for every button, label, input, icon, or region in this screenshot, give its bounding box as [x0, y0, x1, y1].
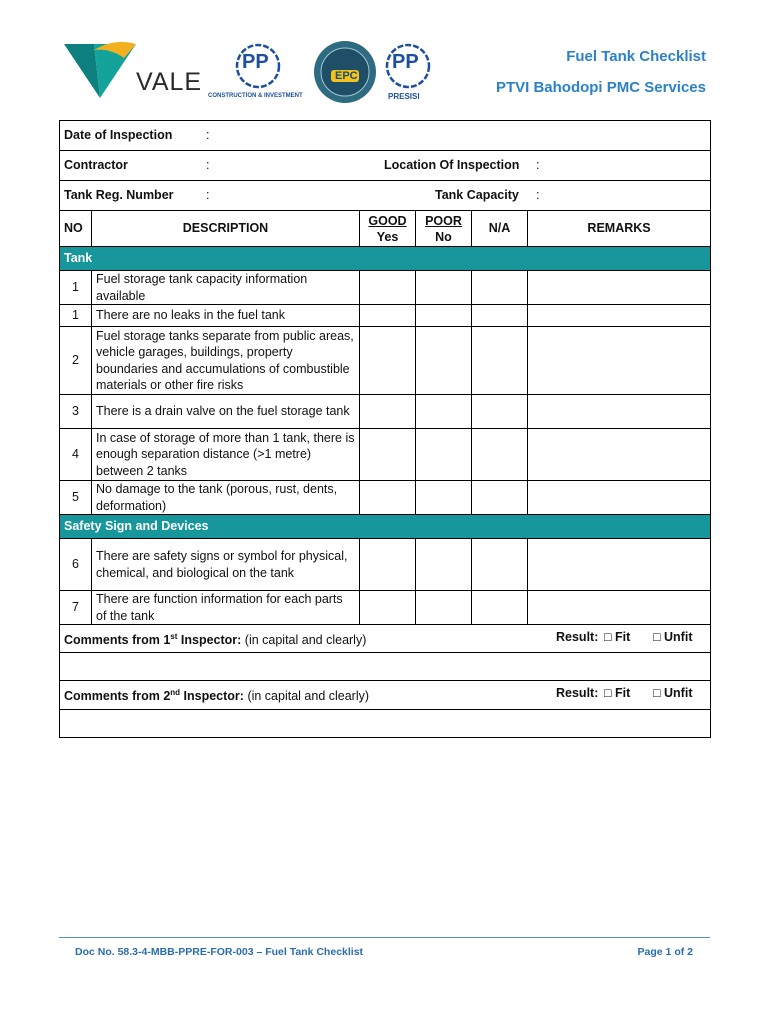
tank-reg-label: Tank Reg. Number [64, 188, 174, 203]
contractor-label: Contractor [64, 158, 128, 173]
table-row [60, 481, 711, 515]
pp-presisi-subtext: PRESISI [388, 92, 420, 101]
col-good-header [360, 211, 416, 247]
good-label: GOOD [368, 213, 407, 228]
comment2-prefix: Comments from 2 [64, 689, 171, 704]
col-na-header: N/A [472, 211, 528, 247]
poor-cell[interactable] [416, 305, 472, 327]
pp-logo-subtext: CONSTRUCTION & INVESTMENT [208, 93, 303, 99]
remarks-cell[interactable] [528, 539, 711, 591]
comment2-input-row [60, 710, 711, 738]
contractor-colon: : [206, 158, 210, 173]
result1-unfit-checkbox[interactable]: □ Unfit [653, 629, 693, 644]
tank-capacity-label: Tank Capacity [435, 188, 519, 203]
poor-cell[interactable] [416, 327, 472, 395]
good-cell[interactable] [360, 429, 416, 481]
result2-fit-checkbox[interactable]: □ Fit [604, 686, 631, 701]
vale-v-icon [64, 40, 136, 100]
item-description: There is a drain valve on the fuel storage tank [92, 395, 360, 429]
remarks-cell[interactable] [528, 395, 711, 429]
comment2-sup: nd [170, 688, 181, 698]
good-cell[interactable] [360, 305, 416, 327]
comment1-note: (in capital and clearly) [241, 632, 367, 647]
good-sub-label: Yes [376, 229, 399, 244]
table-row [60, 395, 711, 429]
good-cell[interactable] [360, 395, 416, 429]
section-row-tank [60, 247, 711, 271]
item-description: There are safety signs or symbol for physical, chemical, and biological on the tank [92, 539, 360, 591]
comment1-label [64, 633, 366, 647]
good-cell[interactable] [360, 591, 416, 625]
contractor-row [60, 151, 711, 181]
comment1-suffix: Inspector: [177, 632, 242, 647]
na-cell[interactable] [472, 327, 528, 395]
pp-construction-logo [208, 42, 312, 102]
document-subtitle: PTVI Bahodopi PMC Services [495, 79, 706, 96]
remarks-cell[interactable] [528, 481, 711, 515]
document-title: Fuel Tank Checklist [566, 48, 706, 65]
remarks-cell[interactable] [528, 591, 711, 625]
remarks-cell[interactable] [528, 429, 711, 481]
column-header-row [60, 211, 711, 247]
item-no: 2 [60, 327, 92, 395]
checklist-table [59, 120, 711, 738]
pp-presisi-logo [384, 42, 436, 102]
col-description-header: DESCRIPTION [92, 211, 360, 247]
tank-capacity-colon: : [536, 188, 540, 203]
na-cell[interactable] [472, 395, 528, 429]
result2-label: Result: [556, 686, 599, 701]
item-description: In case of storage of more than 1 tank, there is enough separation distance (>1 metre) between 2 tanks [92, 429, 360, 481]
col-poor-header [416, 211, 472, 247]
item-description: There are no leaks in the fuel tank [92, 305, 360, 327]
na-cell[interactable] [472, 591, 528, 625]
date-row [60, 121, 711, 151]
item-no: 1 [60, 305, 92, 327]
poor-cell[interactable] [416, 591, 472, 625]
na-cell[interactable] [472, 271, 528, 305]
item-description: There are function information for each parts of the tank [92, 591, 360, 625]
footer-doc-number: Doc No. 58.3-4-MBB-PPRE-FOR-003 – Fuel Tank Checklist [75, 946, 364, 958]
item-no: 6 [60, 539, 92, 591]
epc-logo [313, 40, 377, 104]
na-cell[interactable] [472, 429, 528, 481]
table-row [60, 429, 711, 481]
comment1-sup: st [170, 631, 178, 641]
col-remarks-header: REMARKS [528, 211, 711, 247]
comment2-label [64, 689, 369, 703]
comment1-header-row [60, 625, 711, 653]
footer-page-number: Page 1 of 2 [637, 946, 693, 958]
good-cell[interactable] [360, 481, 416, 515]
poor-cell[interactable] [416, 539, 472, 591]
item-no: 4 [60, 429, 92, 481]
section-title: Safety Sign and Devices [60, 515, 711, 539]
comment2-note: (in capital and clearly) [243, 689, 370, 704]
item-no: 7 [60, 591, 92, 625]
poor-label: POOR [425, 213, 462, 228]
poor-sub-label: No [435, 229, 452, 244]
remarks-cell[interactable] [528, 271, 711, 305]
comment2-field[interactable] [60, 710, 711, 738]
poor-cell[interactable] [416, 429, 472, 481]
remarks-cell[interactable] [528, 305, 711, 327]
date-label: Date of Inspection [64, 128, 173, 143]
na-cell[interactable] [472, 481, 528, 515]
comment2-suffix: Inspector: [180, 689, 244, 704]
location-label: Location Of Inspection [384, 158, 520, 173]
item-description: No damage to the tank (porous, rust, dents, deformation) [92, 481, 360, 515]
comment1-field[interactable] [60, 653, 711, 681]
na-cell[interactable] [472, 305, 528, 327]
table-row [60, 305, 711, 327]
item-no: 1 [60, 271, 92, 305]
item-no: 3 [60, 395, 92, 429]
result1-label: Result: [556, 629, 599, 644]
location-colon: : [536, 158, 540, 173]
item-description: Fuel storage tank capacity information available [92, 271, 360, 305]
pp-logo-text: PP [242, 51, 269, 73]
remarks-cell[interactable] [528, 327, 711, 395]
table-row [60, 591, 711, 625]
poor-cell[interactable] [416, 481, 472, 515]
date-colon: : [206, 128, 210, 143]
vale-wordmark: VALE [136, 68, 203, 96]
section-title: Tank [60, 247, 711, 271]
comment1-prefix: Comments from 1 [64, 632, 171, 647]
section-row-safety [60, 515, 711, 539]
result2-unfit-checkbox[interactable]: □ Unfit [653, 686, 693, 701]
tank-reg-colon: : [206, 188, 210, 203]
good-cell[interactable] [360, 327, 416, 395]
pp-presisi-logo-text: PP [392, 51, 419, 73]
good-cell[interactable] [360, 539, 416, 591]
item-description: Fuel storage tanks separate from public areas, vehicle garages, buildings, property boundaries and accumulations of combustible materials or other fire risks [92, 327, 360, 395]
poor-cell[interactable] [416, 271, 472, 305]
table-row [60, 271, 711, 305]
comment2-header-row [60, 681, 711, 710]
footer-divider [59, 937, 710, 938]
col-no-header: NO [60, 211, 92, 247]
tank-reg-row [60, 181, 711, 211]
epc-logo-text: EPC [335, 70, 358, 82]
poor-cell[interactable] [416, 395, 472, 429]
good-cell[interactable] [360, 271, 416, 305]
result1-fit-checkbox[interactable]: □ Fit [604, 629, 631, 644]
table-row [60, 327, 711, 395]
item-no: 5 [60, 481, 92, 515]
comment1-input-row [60, 653, 711, 681]
vale-logo [64, 40, 209, 102]
na-cell[interactable] [472, 539, 528, 591]
table-row [60, 539, 711, 591]
